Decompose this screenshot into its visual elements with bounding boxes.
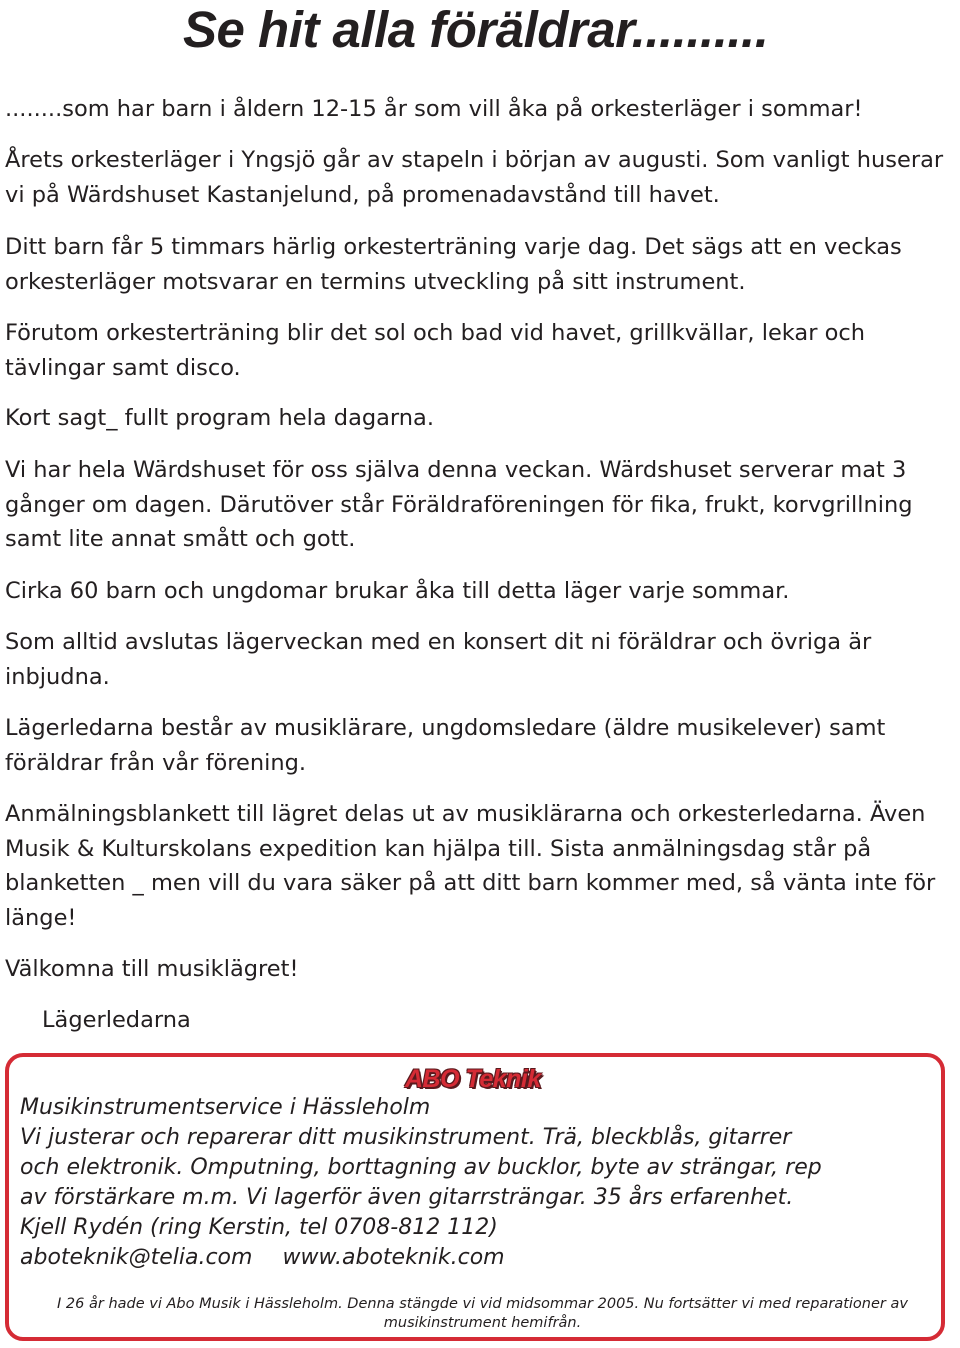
paragraph-attendance: Cirka 60 barn och ungdomar brukar åka till detta läger varje sommar. — [5, 578, 790, 604]
paragraph-meals: Vi har hela Wärdshuset för oss själva denna veckan. Wärdshuset serverar mat 3 gånger om dagen. Därutöver står Föräldraföreningen för fika, frukt, korvgrillning samt lite annat smått och gott. — [5, 457, 913, 552]
ad-line-service: Musikinstrumentservice i Hässleholm — [20, 1095, 431, 1120]
page-title: Se hit alla föräldrar.......... — [183, 1, 769, 58]
ad-line-contact-person: Kjell Rydén (ring Kerstin, tel 0708-812 112) — [20, 1215, 498, 1240]
ad-line-repair: Vi justerar och reparerar ditt musikinstrument. Trä, bleckblås, gitarrer — [20, 1125, 792, 1150]
intro-line: ........som har barn i åldern 12-15 år som vill åka på orkesterläger i sommar! — [5, 96, 863, 122]
paragraph-registration: Anmälningsblankett till lägret delas ut av musiklärarna och orkesterledarna. Även Musik & Kulturskolans expedition kan hjälpa till. Sista anmälningsdag står på blanketten _ men vill du vara säker på att ditt barn kommer med, så vänta inte för länge! — [5, 801, 936, 931]
ad-website-link[interactable]: www.aboteknik.com — [282, 1245, 505, 1270]
ad-line-amplifiers: av förstärkare m.m. Vi lagerför även gitarrsträngar. 35 års erfarenhet. — [20, 1185, 794, 1210]
abo-teknik-logo: ABO Teknik — [405, 1065, 541, 1093]
paragraph-venue: Årets orkesterläger i Yngsjö går av stapeln i början av augusti. Som vanligt huserar vi på Wärdshuset Kastanjelund, på promenadavstånd till havet. — [5, 147, 944, 208]
paragraph-activities: Förutom orkesterträning blir det sol och bad vid havet, grillkvällar, lekar och tävlingar samt disco. — [5, 320, 866, 381]
ad-contact-row — [20, 1243, 950, 1273]
paragraph-welcome: Välkomna till musiklägret! — [5, 956, 299, 982]
ad-footnote: I 26 år hade vi Abo Musik i Hässleholm. Denna stängde vi vid midsommar 2005. Nu fortsätter vi med reparationer av musikinstrument hemifrån. — [57, 1296, 908, 1331]
signature: Lägerledarna — [42, 1007, 191, 1033]
paragraph-summary: Kort sagt_ fullt program hela dagarna. — [5, 405, 434, 431]
paragraph-leaders: Lägerledarna består av musiklärare, ungdomsledare (äldre musikelever) samt föräldrar från vår förening. — [5, 715, 886, 776]
paragraph-training: Ditt barn får 5 timmars härlig orkesterträning varje dag. Det sägs att en veckas orkesterläger motsvarar en termins utveckling på sitt instrument. — [5, 234, 902, 295]
paragraph-concert: Som alltid avslutas lägerveckan med en konsert dit ni föräldrar och övriga är inbjudna. — [5, 629, 872, 690]
ad-line-electronics: och elektronik. Omputning, borttagning av bucklor, byte av strängar, rep — [20, 1155, 822, 1180]
advertisement-text — [20, 1093, 950, 1273]
ad-email-link[interactable]: aboteknik@telia.com — [20, 1245, 253, 1270]
